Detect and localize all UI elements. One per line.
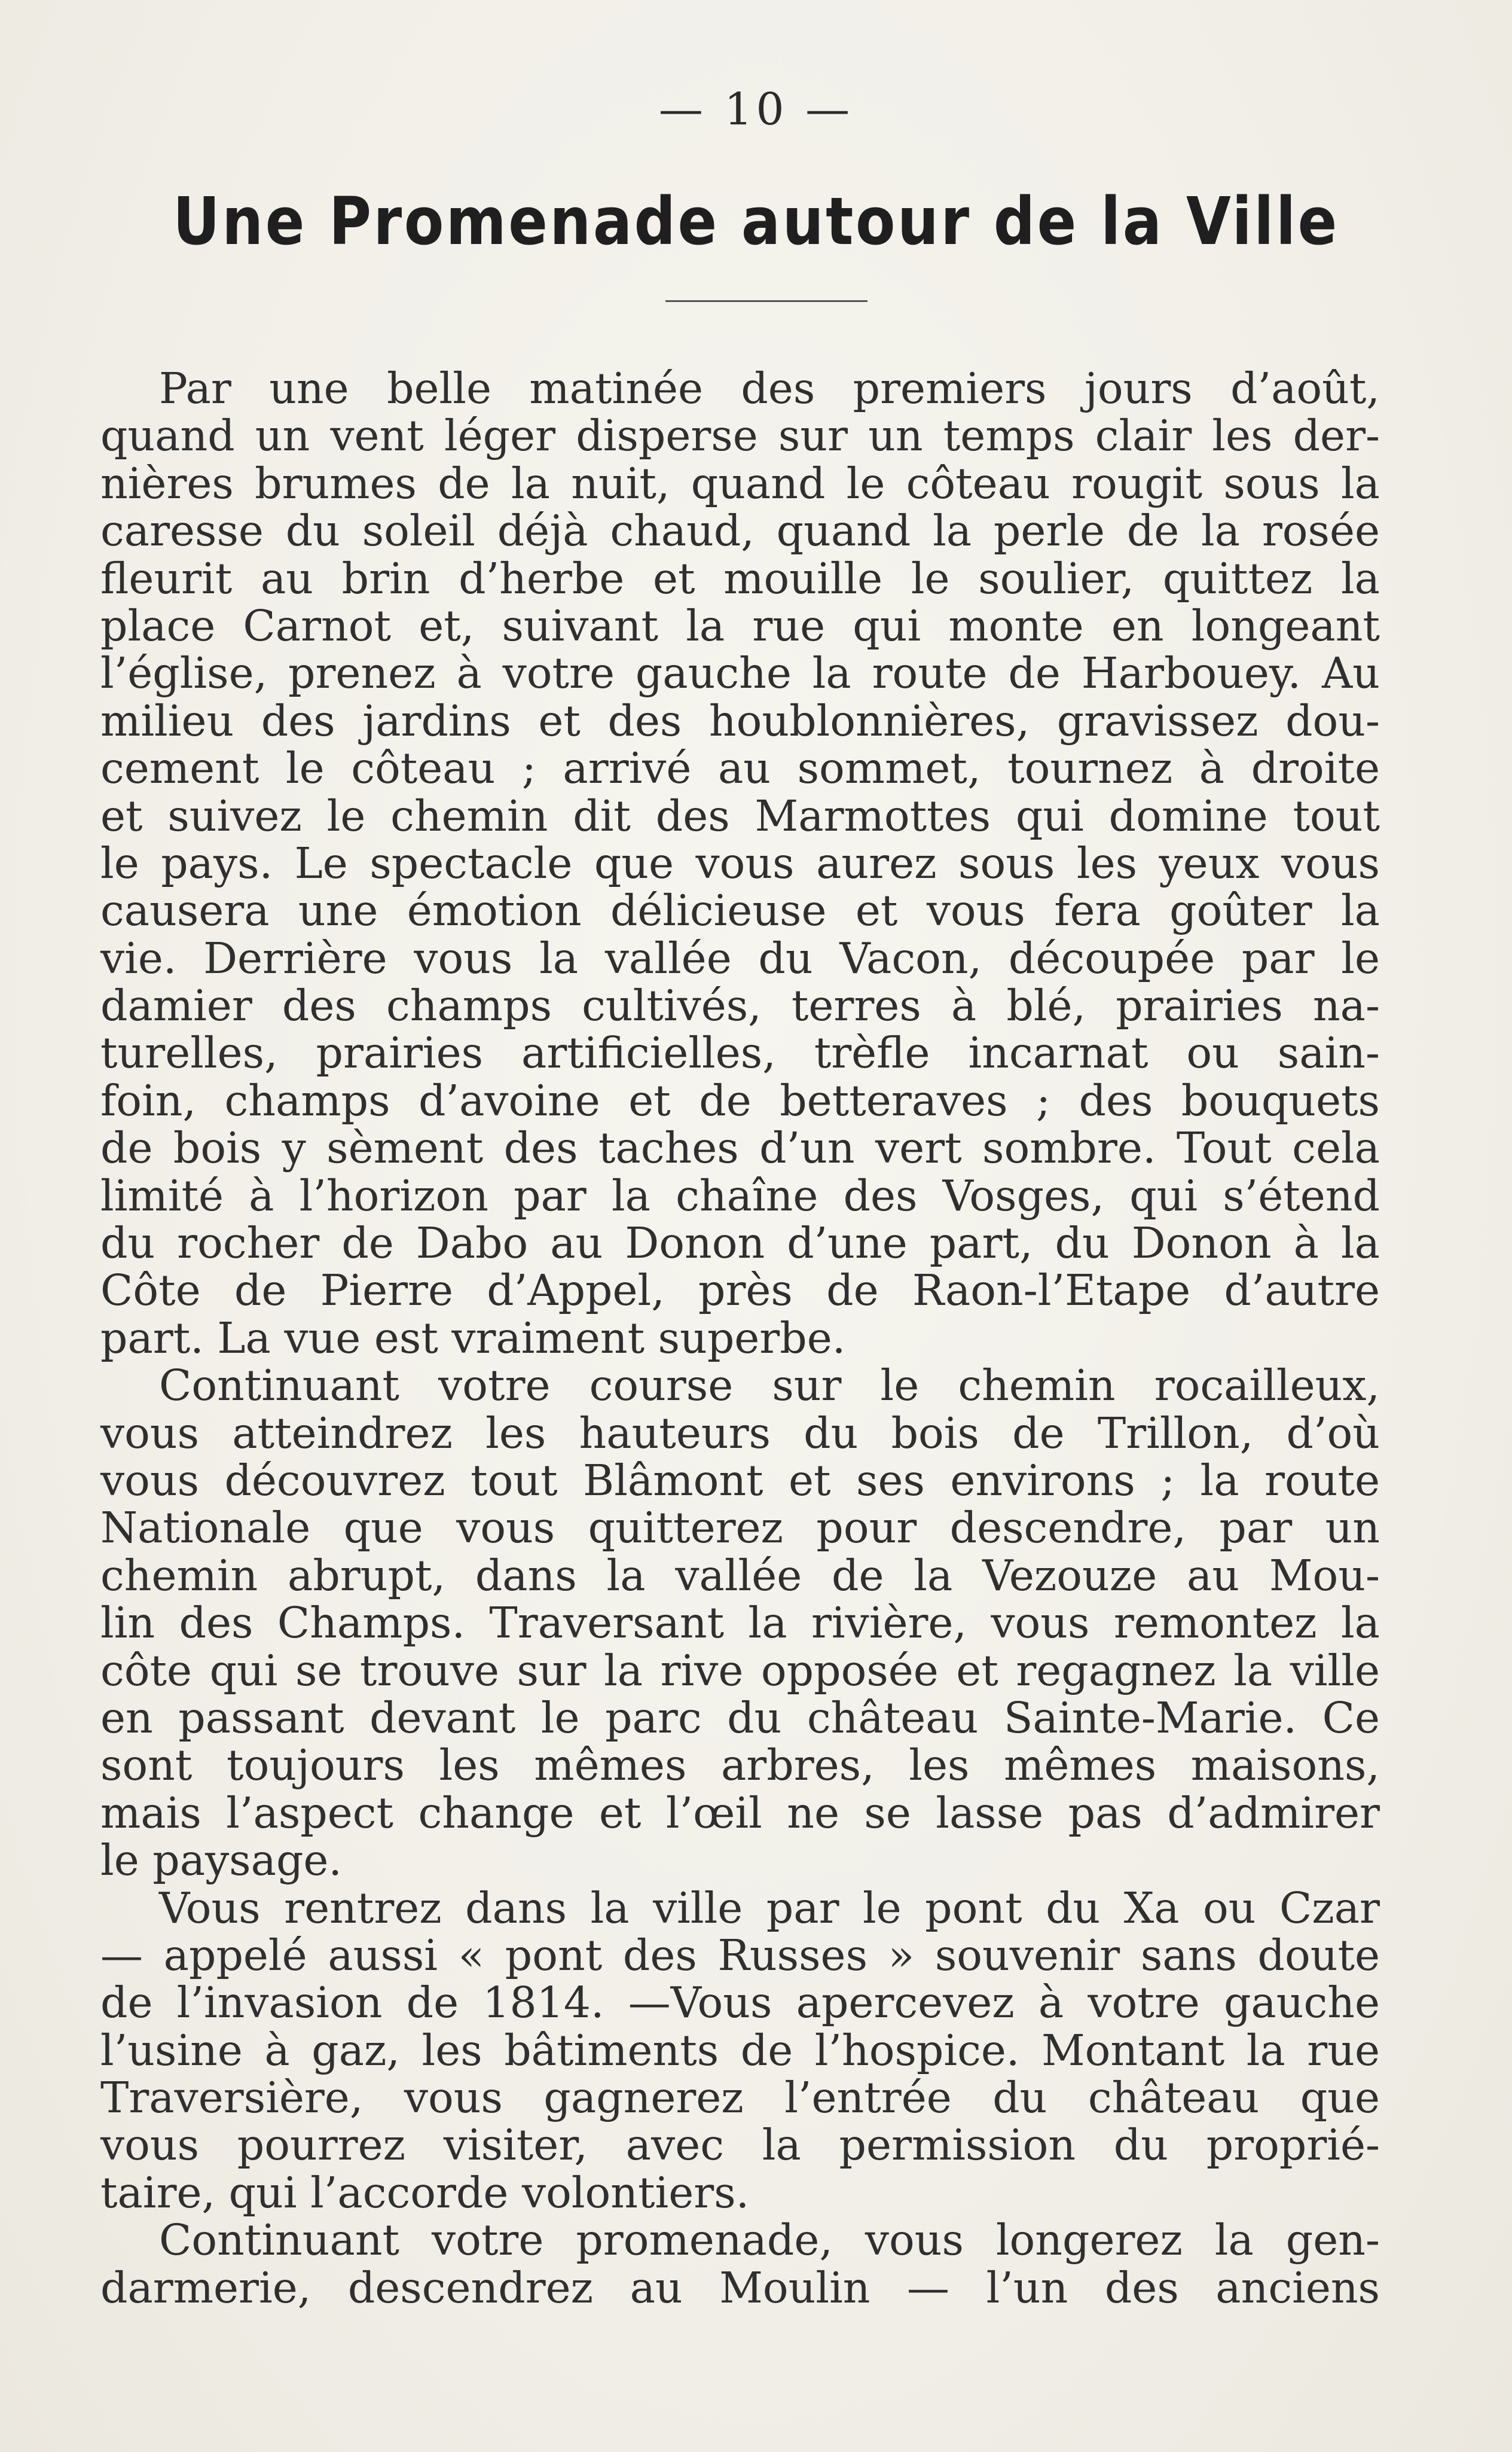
text-line: damier des champs cultivés, terres à blé, prairies na- bbox=[100, 981, 1380, 1031]
text-line: sont toujours les mêmes arbres, les mêmes maisons, bbox=[100, 1740, 1380, 1791]
page-title: Une Promenade autour de la Ville bbox=[173, 183, 1339, 260]
text-line: Vous rentrez dans la ville par le pont du Xa ou Czar bbox=[159, 1883, 1380, 1933]
text-line: Traversière, vous gagnerez l’entrée du château que bbox=[100, 2073, 1380, 2123]
text-line: et suivez le chemin dit des Marmottes qui domine tout bbox=[100, 791, 1380, 841]
page-number: — 10 — bbox=[658, 84, 854, 135]
text-line: Continuant votre promenade, vous longerez la gen- bbox=[159, 2215, 1380, 2265]
text-line: cement le côteau ; arrivé au sommet, tournez à droite bbox=[100, 743, 1380, 794]
text-line: l’usine à gaz, les bâtiments de l’hospice. Montant la rue bbox=[100, 2025, 1380, 2075]
text-line: vous pourrez visiter, avec la permission du proprié- bbox=[100, 2120, 1380, 2170]
text-line: lin des Champs. Traversant la rivière, vous remontez la bbox=[100, 1598, 1380, 1648]
text-line: côte qui se trouve sur la rive opposée et regagnez la ville bbox=[100, 1645, 1380, 1695]
text-line: place Carnot et, suivant la rue qui monte en longeant bbox=[100, 600, 1380, 651]
text-line: taire, qui l’accorde volontiers. bbox=[100, 2167, 750, 2218]
text-line: en passant devant le parc du château Sainte-Marie. Ce bbox=[100, 1692, 1380, 1743]
text-line: du rocher de Dabo au Donon d’une part, du Donon à la bbox=[100, 1218, 1380, 1268]
text-line: Côte de Pierre d’Appel, près de Raon-l’Etape d’autre bbox=[100, 1265, 1380, 1316]
text-line: foin, champs d’avoine et de betteraves ; des bouquets bbox=[100, 1075, 1380, 1126]
text-line: — appelé aussi « pont des Russes » souvenir sans doute bbox=[100, 1930, 1380, 1980]
paragraph bbox=[100, 1884, 1380, 2217]
text-line: Continuant votre course sur le chemin rocailleux, bbox=[159, 1361, 1380, 1411]
text-line: vie. Derrière vous la vallée du Vacon, découpée par le bbox=[100, 933, 1380, 983]
text-line: vous atteindrez les hauteurs du bois de Trillon, d’où bbox=[100, 1408, 1380, 1458]
text-line: chemin abrupt, dans la vallée de la Vezouze au Mou- bbox=[100, 1550, 1380, 1600]
text-line: quand un vent léger disperse sur un temps clair les der- bbox=[100, 411, 1380, 461]
text-line: le paysage. bbox=[100, 1835, 342, 1886]
text-line: causera une émotion délicieuse et vous fera goûter la bbox=[100, 886, 1380, 936]
text-line: de l’invasion de 1814. —Vous apercevez à votre gauche bbox=[100, 1978, 1380, 2028]
text-line: limité à l’horizon par la chaîne des Vosges, qui s’étend bbox=[100, 1170, 1380, 1221]
body-text bbox=[100, 365, 1380, 2311]
text-line: nières brumes de la nuit, quand le côteau rougit sous la bbox=[100, 458, 1380, 508]
text-line: fleurit au brin d’herbe et mouille le soulier, quittez la bbox=[100, 553, 1380, 603]
text-line: Par une belle matinée des premiers jours d’août, bbox=[159, 364, 1380, 413]
text-line: Nationale que vous quitterez pour descendre, par un bbox=[100, 1503, 1380, 1553]
text-line: de bois y sèment des taches d’un vert sombre. Tout cela bbox=[100, 1123, 1380, 1173]
paragraph bbox=[100, 365, 1380, 1362]
text-line: darmerie, descendrez au Moulin — l’un des anciens bbox=[100, 2262, 1380, 2313]
paragraph bbox=[100, 1362, 1380, 1884]
text-line: le pays. Le spectacle que vous aurez sous les yeux vous bbox=[100, 838, 1380, 888]
text-line: mais l’aspect change et l’œil ne se lasse pas d’admirer bbox=[100, 1788, 1380, 1838]
title-divider bbox=[665, 300, 868, 302]
text-line: vous découvrez tout Blâmont et ses environs ; la route bbox=[100, 1455, 1380, 1505]
paragraph bbox=[100, 2216, 1380, 2311]
text-line: caresse du soleil déjà chaud, quand la perle de la rosée bbox=[100, 506, 1380, 556]
text-line: turelles, prairies artificielles, trèfle incarnat ou sain- bbox=[100, 1028, 1380, 1078]
text-line: part. La vue est vraiment superbe. bbox=[100, 1313, 846, 1363]
text-line: l’église, prenez à votre gauche la route de Harbouey. Au bbox=[100, 648, 1380, 699]
text-line: milieu des jardins et des houblonnières, gravissez dou- bbox=[100, 696, 1380, 746]
